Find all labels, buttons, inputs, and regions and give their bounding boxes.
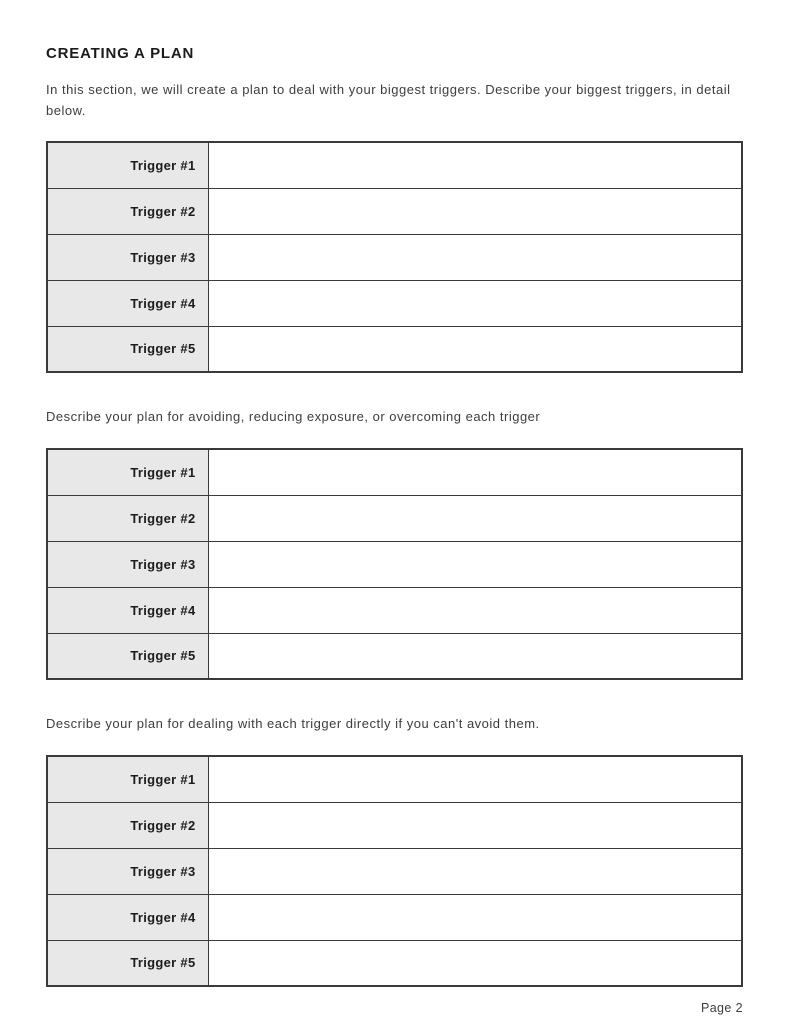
trigger-answer-cell[interactable]	[208, 188, 742, 234]
trigger-answer-cell[interactable]	[208, 234, 742, 280]
dealing-plan-table	[46, 755, 743, 987]
trigger-answer-cell[interactable]	[208, 633, 742, 679]
table-row	[47, 802, 742, 848]
table-row	[47, 142, 742, 188]
avoiding-plan-table	[46, 448, 743, 680]
trigger-answer-cell[interactable]	[208, 940, 742, 986]
trigger-label: Trigger #5	[47, 633, 208, 679]
page-title: CREATING A PLAN	[46, 45, 195, 62]
trigger-answer-cell[interactable]	[208, 326, 742, 372]
trigger-label: Trigger #5	[47, 940, 208, 986]
trigger-answer-cell[interactable]	[208, 541, 742, 587]
trigger-label: Trigger #1	[47, 449, 208, 495]
trigger-label: Trigger #4	[47, 894, 208, 940]
table-row	[47, 894, 742, 940]
trigger-label: Trigger #1	[47, 142, 208, 188]
biggest-triggers-table	[46, 141, 743, 373]
table-row	[47, 280, 742, 326]
trigger-label: Trigger #3	[47, 848, 208, 894]
trigger-answer-cell[interactable]	[208, 495, 742, 541]
table-row	[47, 940, 742, 986]
table-row	[47, 495, 742, 541]
table-row	[47, 756, 742, 802]
section-prompt-dealing: Describe your plan for dealing with each trigger directly if you can't avoid them.	[46, 716, 540, 731]
table-row	[47, 587, 742, 633]
table-row	[47, 188, 742, 234]
trigger-answer-cell[interactable]	[208, 280, 742, 326]
trigger-answer-cell[interactable]	[208, 894, 742, 940]
trigger-label: Trigger #2	[47, 495, 208, 541]
trigger-label: Trigger #2	[47, 802, 208, 848]
table-row	[47, 234, 742, 280]
trigger-answer-cell[interactable]	[208, 587, 742, 633]
table-row	[47, 848, 742, 894]
section-prompt-avoiding: Describe your plan for avoiding, reducing exposure, or overcoming each trigger	[46, 409, 541, 424]
table-row	[47, 449, 742, 495]
table-row	[47, 326, 742, 372]
trigger-answer-cell[interactable]	[208, 142, 742, 188]
table-row	[47, 633, 742, 679]
table-row	[47, 541, 742, 587]
trigger-answer-cell[interactable]	[208, 802, 742, 848]
trigger-label: Trigger #5	[47, 326, 208, 372]
trigger-label: Trigger #1	[47, 756, 208, 802]
intro-text: In this section, we will create a plan to deal with your biggest triggers. Describe your biggest triggers, in detail below.	[46, 82, 731, 118]
trigger-answer-cell[interactable]	[208, 848, 742, 894]
trigger-answer-cell[interactable]	[208, 449, 742, 495]
trigger-label: Trigger #2	[47, 188, 208, 234]
page-number: Page 2	[700, 1001, 743, 1015]
trigger-label: Trigger #3	[47, 541, 208, 587]
trigger-answer-cell[interactable]	[208, 756, 742, 802]
trigger-label: Trigger #4	[47, 280, 208, 326]
trigger-label: Trigger #3	[47, 234, 208, 280]
trigger-label: Trigger #4	[47, 587, 208, 633]
